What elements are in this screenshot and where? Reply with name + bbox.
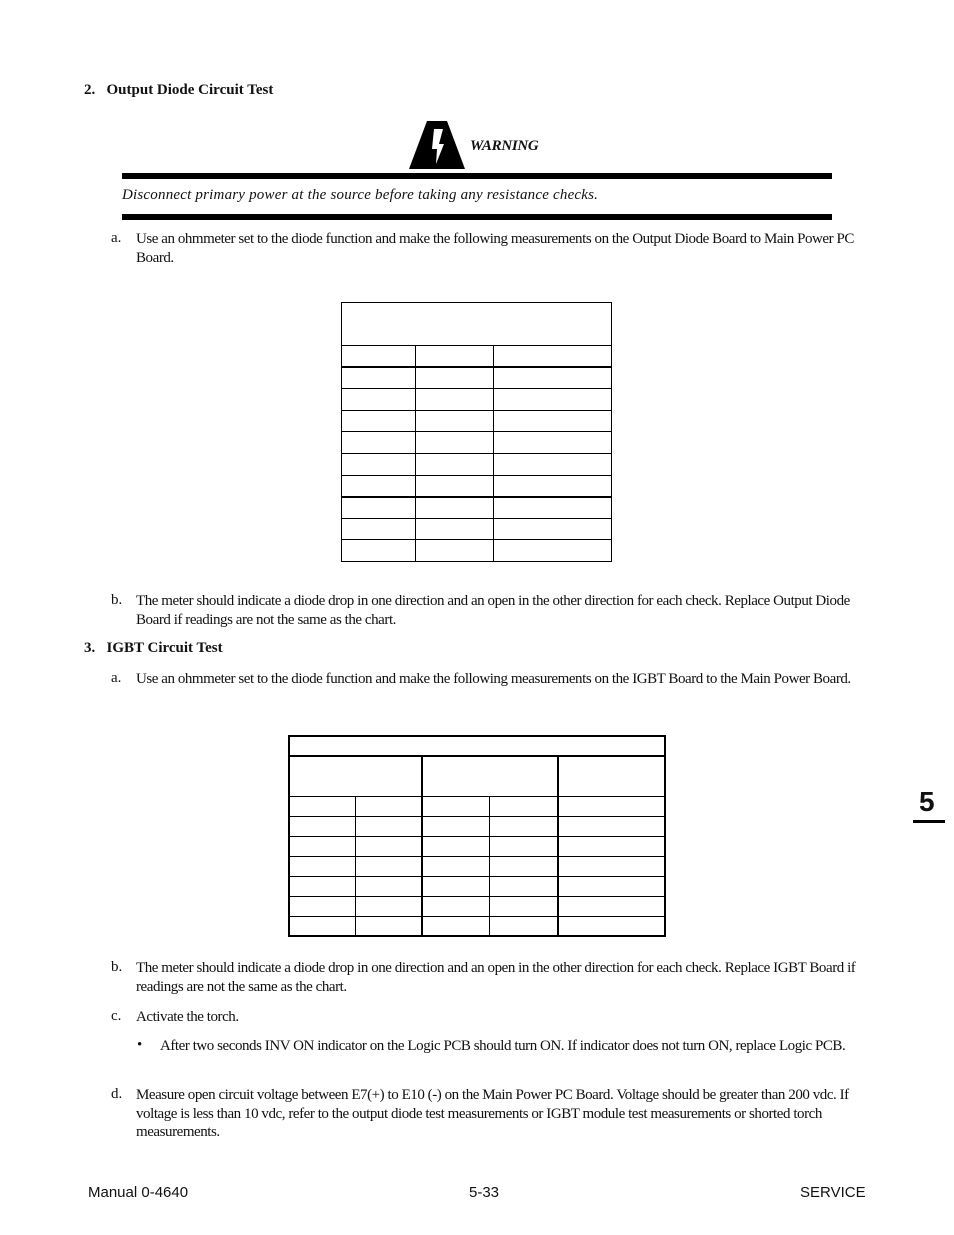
table-cell	[494, 389, 612, 411]
table-cell	[494, 497, 612, 519]
table-cell	[494, 367, 612, 389]
step-3b-label: b.	[111, 959, 123, 975]
table-cell	[289, 816, 356, 836]
step-3b-text: The meter should indicate a diode drop in one direction and an open in the other direction for each check. Replace IGBT Board if readings are not the same as the chart.	[136, 960, 856, 995]
lightning-bolt-icon	[409, 120, 465, 170]
table-cell	[415, 518, 494, 540]
footer-section-name: SERVICE	[800, 1184, 866, 1201]
table-row	[342, 367, 612, 389]
table-cell	[422, 916, 490, 936]
table-cell	[356, 816, 423, 836]
table-row	[342, 540, 612, 562]
footer-manual-number: Manual 0-4640	[88, 1184, 189, 1201]
table-row	[289, 916, 665, 936]
table-cell	[422, 896, 490, 916]
table-cell	[490, 876, 558, 896]
table-cell	[415, 410, 494, 432]
table-cell	[415, 432, 494, 454]
warning-text: Disconnect primary power at the source before taking any resistance checks.	[122, 187, 599, 203]
table-cell	[289, 836, 356, 856]
table-row	[289, 856, 665, 876]
table-cell	[289, 896, 356, 916]
table-cell	[342, 410, 416, 432]
step-2b-label: b.	[111, 592, 123, 608]
table-cell	[415, 475, 494, 497]
table-header-row	[342, 303, 612, 346]
table-cell	[289, 876, 356, 896]
table-cell	[422, 756, 557, 796]
table-row	[289, 836, 665, 856]
table-row	[289, 796, 665, 816]
table-cell	[356, 836, 423, 856]
table-cell	[342, 454, 416, 476]
warning-title: WARNING	[470, 138, 539, 154]
table-cell	[356, 796, 423, 816]
table-cell	[494, 540, 612, 562]
footer-page-number: 5-33	[469, 1184, 500, 1201]
table-cell	[342, 389, 416, 411]
table-row	[289, 876, 665, 896]
table-cell	[342, 497, 416, 519]
table-cell	[558, 756, 665, 796]
table-row	[342, 389, 612, 411]
step-3a-text: Use an ohmmeter set to the diode function and make the following measurements on the IGBT Board to the Main Power Board.	[136, 671, 851, 687]
table-cell	[415, 540, 494, 562]
table-cell	[494, 410, 612, 432]
step-3c-text: Activate the torch.	[136, 1009, 239, 1025]
table-cell	[422, 796, 490, 816]
step-3d-label: d.	[111, 1086, 123, 1102]
table-cell	[289, 916, 356, 936]
table-header-row	[289, 736, 665, 756]
table-cell	[342, 475, 416, 497]
table-cell	[558, 816, 665, 836]
table-cell	[490, 916, 558, 936]
table-cell	[494, 454, 612, 476]
section-3-heading: 3. IGBT Circuit Test	[84, 640, 223, 656]
section-2-heading: 2. Output Diode Circuit Test	[84, 82, 274, 98]
table-cell	[415, 497, 494, 519]
table-row	[342, 432, 612, 454]
table-cell	[415, 454, 494, 476]
table-row	[342, 454, 612, 476]
section-tab-number: 5	[919, 786, 935, 817]
table-cell	[494, 518, 612, 540]
step-2a-label: a.	[111, 230, 122, 246]
step-2a-text: Use an ohmmeter set to the diode function and make the following measurements on the Output Diode Board to Main Power PC Board.	[136, 231, 854, 266]
table-cell	[356, 896, 423, 916]
table-cell	[490, 836, 558, 856]
bullet-mark: •	[137, 1037, 143, 1053]
warning-top-rule	[122, 173, 832, 179]
table-cell	[558, 896, 665, 916]
table-cell	[356, 916, 423, 936]
table-cell	[490, 896, 558, 916]
table-cell	[342, 540, 416, 562]
table-cell	[422, 816, 490, 836]
table-header-row	[289, 756, 665, 796]
step-3c-label: c.	[111, 1008, 122, 1024]
table-row	[289, 816, 665, 836]
table-cell	[342, 518, 416, 540]
table-cell	[289, 796, 356, 816]
table-cell	[558, 836, 665, 856]
bullet-text: After two seconds INV ON indicator on the Logic PCB should turn ON. If indicator does not turn ON, replace Logic PCB.	[160, 1038, 846, 1054]
table-cell	[415, 346, 494, 368]
table-cell	[356, 856, 423, 876]
table-cell	[494, 475, 612, 497]
table-row	[342, 346, 612, 368]
table-cell	[494, 432, 612, 454]
step-3a-label: a.	[111, 670, 122, 686]
step-2b-text: The meter should indicate a diode drop in one direction and an open in the other direction for each check. Replace Output Diode Board if readings are not the same as the chart.	[136, 593, 850, 628]
table-cell	[342, 367, 416, 389]
table-cell	[422, 836, 490, 856]
table-cell	[558, 876, 665, 896]
table-cell	[422, 876, 490, 896]
step-3d-text: Measure open circuit voltage between E7(+) to E10 (-) on the Main Power PC Board. Voltage should be greater than 200 vdc. If voltage is less than 10 vdc, refer to the output diode test measurements or IGBT module test measurements or shorted torch measurements.	[136, 1087, 849, 1140]
table-cell	[289, 736, 665, 756]
table-row	[342, 497, 612, 519]
table-cell	[289, 856, 356, 876]
section-tab-rule	[913, 820, 945, 823]
table-row	[289, 896, 665, 916]
igbt-table	[288, 735, 666, 937]
table-row	[342, 518, 612, 540]
table-cell	[490, 856, 558, 876]
output-diode-table	[341, 302, 612, 562]
warning-bottom-rule	[122, 214, 832, 220]
table-cell	[415, 389, 494, 411]
table-cell	[558, 856, 665, 876]
table-cell	[342, 346, 416, 368]
table-cell	[342, 303, 612, 346]
table-cell	[558, 796, 665, 816]
table-cell	[356, 876, 423, 896]
table-cell	[289, 756, 422, 796]
table-cell	[422, 856, 490, 876]
table-cell	[494, 346, 612, 368]
table-row	[342, 475, 612, 497]
table-cell	[415, 367, 494, 389]
table-cell	[342, 432, 416, 454]
table-row	[342, 410, 612, 432]
table-cell	[490, 796, 558, 816]
table-cell	[490, 816, 558, 836]
table-cell	[558, 916, 665, 936]
